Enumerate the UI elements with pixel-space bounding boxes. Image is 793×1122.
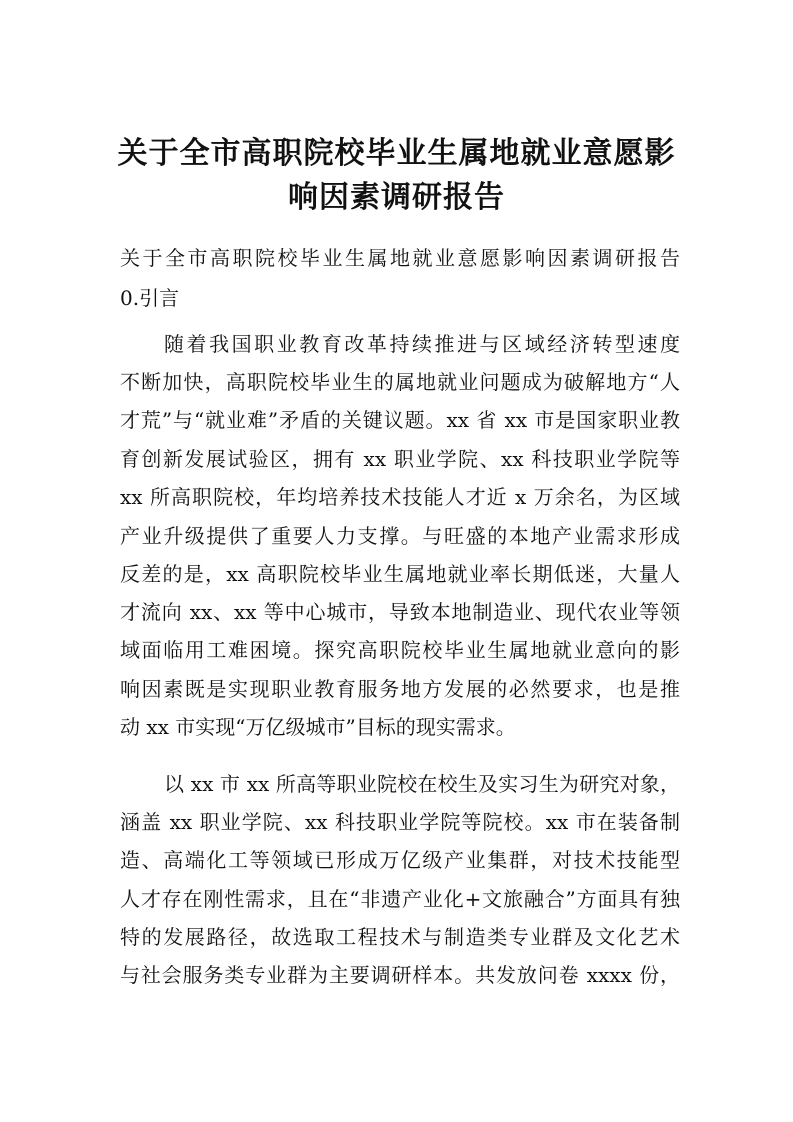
paragraph-line: xx 所高职院校，年均培养技术技能人才近 x 万余名，为区域: [120, 485, 680, 509]
document-title-line-1: 关于全市高职院校毕业生属地就业意愿影: [117, 136, 676, 171]
paragraph-line: 涵盖 xx 职业学院、xx 科技职业学院等院校。xx 市在装备制: [120, 810, 680, 834]
paragraph-line: 特的发展路径，故选取工程技术与制造类专业群及文化艺术: [120, 925, 680, 949]
subtitle: 关于全市高职院校毕业生属地就业意愿影响因素调研报告: [120, 246, 680, 270]
paragraph-line: 以 xx 市 xx 所高等职业院校在校生及实习生为研究对象，: [164, 772, 680, 796]
paragraph-line: 域面临用工难困境。探究高职院校毕业生属地就业意向的影: [120, 638, 680, 662]
paragraph-line: 造、高端化工等领域已形成万亿级产业集群，对技术技能型: [120, 848, 680, 872]
document-title-line-2: 响因素调研报告: [288, 180, 505, 215]
section-heading: 0.引言: [120, 286, 180, 310]
paragraph-line: 才荒”与“就业难”矛盾的关键议题。xx 省 xx 市是国家职业教: [120, 408, 680, 432]
paragraph-line: 才流向 xx、xx 等中心城市，导致本地制造业、现代农业等领: [120, 600, 680, 624]
paragraph-line: 与社会服务类专业群为主要调研样本。共发放问卷 xxxx 份，: [120, 963, 680, 987]
paragraph-line: 不断加快，高职院校毕业生的属地就业问题成为破解地方“人: [120, 370, 680, 394]
paragraph-line: 随着我国职业教育改革持续推进与区域经济转型速度: [164, 332, 680, 356]
paragraph-line: 人才存在刚性需求，且在“非遗产业化+文旅融合”方面具有独: [120, 887, 680, 911]
paragraph-line: 响因素既是实现职业教育服务地方发展的必然要求，也是推: [120, 677, 680, 701]
paragraph-line: 动 xx 市实现“万亿级城市”目标的现实需求。: [120, 715, 516, 739]
paragraph-line: 育创新发展试验区，拥有 xx 职业学院、xx 科技职业学院等: [120, 447, 680, 471]
paragraph-line: 反差的是，xx 高职院校毕业生属地就业率长期低迷，大量人: [120, 562, 680, 586]
paragraph-line: 产业升级提供了重要人力支撑。与旺盛的本地产业需求形成: [120, 524, 680, 548]
